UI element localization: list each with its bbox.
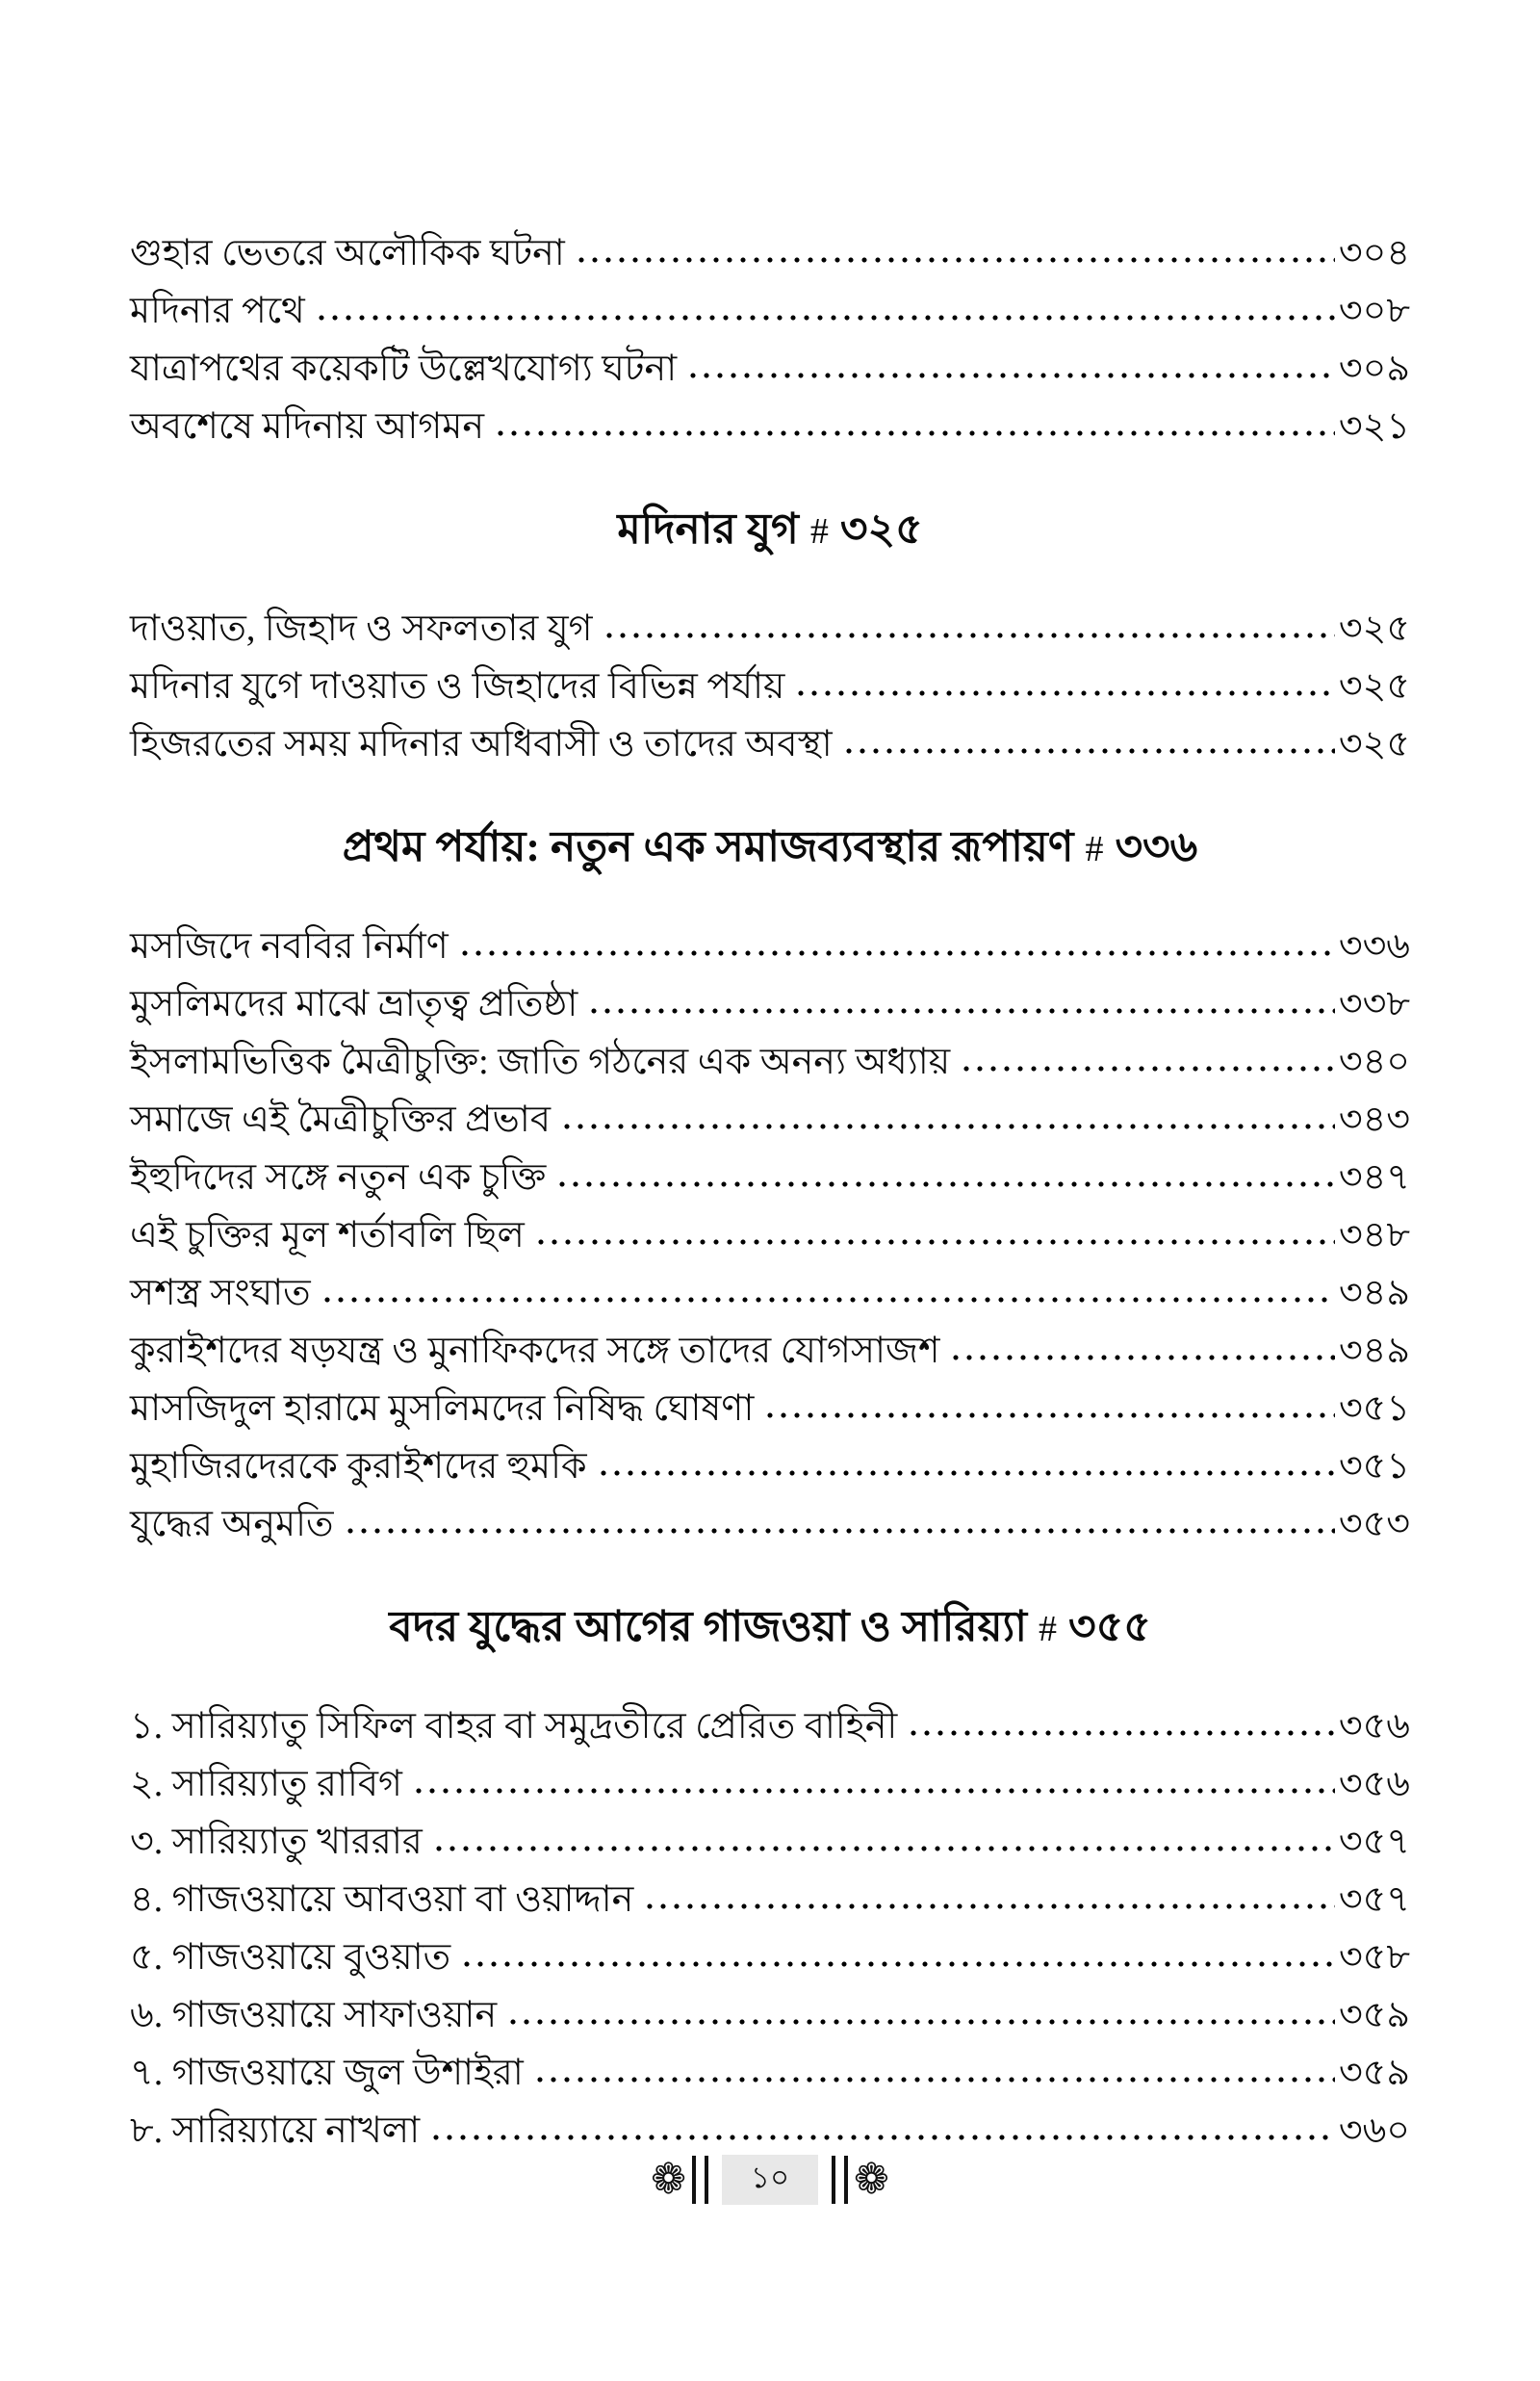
- footer-page-number: ১০: [722, 2155, 818, 2205]
- toc-entry-title: যাত্রাপথের কয়েকটি উল্লেখযোগ্য ঘটনা: [130, 349, 678, 389]
- section-heading: [130, 504, 1410, 557]
- toc-entry-title: ৭. গাজওয়ায়ে জুল উশাইরা: [130, 2053, 524, 2093]
- hash-separator: #: [1039, 1609, 1058, 1649]
- toc-entry-row: [130, 1206, 1410, 1264]
- toc-entry-page-number: ৩৪৩: [1338, 1100, 1410, 1140]
- toc-entry-page-number: ৩৫১: [1338, 1446, 1410, 1487]
- toc-entry-row: [130, 1495, 1410, 1553]
- dotted-leader: [494, 430, 1335, 438]
- dotted-leader: [575, 257, 1335, 265]
- section-heading-title: মদিনার যুগ: [617, 505, 799, 553]
- toc-entry-row: [130, 224, 1410, 282]
- toc-entry-row: [130, 282, 1410, 340]
- toc-entry-title: দাওয়াত, জিহাদ ও সফলতার যুগ: [130, 608, 593, 649]
- toc-entry-page-number: ৩২৫: [1338, 608, 1410, 649]
- toc-entry-page-number: ৩৩৬: [1338, 926, 1410, 967]
- toc-entry-page-number: ৩৫৮: [1338, 1937, 1410, 1978]
- toc-entry-row: [130, 1264, 1410, 1322]
- toc-entry-row: [130, 1033, 1410, 1091]
- section-heading-page-number: ৩৩৬: [1115, 823, 1198, 870]
- toc-entry-title: ইহুদিদের সঙ্গে নতুন এক চুক্তি: [130, 1157, 547, 1198]
- toc-entry-title: অবশেষে মদিনায় আগমন: [130, 406, 485, 447]
- dotted-leader: [603, 633, 1335, 640]
- dotted-leader: [763, 1412, 1335, 1420]
- toc-entry-page-number: ৩৫৯: [1338, 1995, 1410, 2035]
- flower-icon: ❁: [854, 2155, 889, 2204]
- toc-entry-row: [130, 1380, 1410, 1437]
- toc-entry-title: মুসলিমদের মাঝে ভ্রাতৃত্ব প্রতিষ্ঠা: [130, 984, 578, 1024]
- toc-entry-title: কুরাইশদের ষড়যন্ত্র ও মুনাফিকদের সঙ্গে তাদের যোগসাজশ: [130, 1331, 940, 1371]
- double-bar-icon: [832, 2156, 848, 2204]
- toc-entry-page-number: ৩৪৮: [1338, 1215, 1410, 1255]
- dotted-leader: [555, 1181, 1335, 1189]
- toc-entry-title: ১. সারিয়্যাতু সিফিল বাহর বা সমুদ্রতীরে প্রেরিত বাহিনী: [130, 1706, 898, 1747]
- toc-entry-page-number: ৩২১: [1338, 406, 1410, 447]
- dotted-leader: [960, 1066, 1335, 1074]
- toc-entry-page-number: ৩০৯: [1338, 349, 1410, 389]
- section-heading-page-number: ৩২৫: [839, 505, 923, 553]
- section-heading: [130, 821, 1410, 875]
- toc-entry-row: [130, 1697, 1410, 1755]
- toc-entry-page-number: ৩৪০: [1338, 1042, 1410, 1082]
- dotted-leader: [506, 2019, 1335, 2027]
- hash-separator: #: [1085, 829, 1104, 869]
- flower-icon: ❁: [651, 2155, 686, 2204]
- toc-entry-page-number: ৩৫৬: [1338, 1706, 1410, 1747]
- toc-entry-title: গুহার ভেতরে অলৌকিক ঘটনা: [130, 233, 565, 273]
- toc-entry-title: ৪. গাজওয়ায়ে আবওয়া বা ওয়াদ্দান: [130, 1879, 634, 1920]
- footer-ornament-left: [651, 2156, 714, 2204]
- hash-separator: #: [809, 511, 829, 552]
- toc-entry-row: [130, 600, 1410, 658]
- toc-entry-page-number: ৩৪৯: [1338, 1273, 1410, 1313]
- dotted-leader: [560, 1124, 1335, 1131]
- toc-entry-title: ৮. সারিয়্যায়ে নাখলা: [130, 2110, 421, 2151]
- toc-entry-page-number: ৩৫৭: [1338, 1879, 1410, 1920]
- toc-entry-row: [130, 975, 1410, 1033]
- page-footer: [0, 2155, 1540, 2205]
- section-heading: [130, 1601, 1410, 1655]
- toc-entry-row: [130, 2044, 1410, 2102]
- section-heading-title: বদর যুদ্ধের আগের গাজওয়া ও সারিয়্যা: [389, 1603, 1028, 1650]
- toc-entry-page-number: ৩০৪: [1338, 233, 1410, 273]
- toc-entry-row: [130, 1986, 1410, 2044]
- toc-entry-title: ইসলামভিত্তিক মৈত্রীচুক্তি: জাতি গঠনের এক অনন্য অধ্যায়: [130, 1042, 951, 1082]
- dotted-leader: [949, 1355, 1335, 1362]
- toc-entry-page-number: ৩৫৩: [1338, 1504, 1410, 1544]
- table-of-contents: [130, 224, 1410, 2160]
- toc-entry-page-number: ৩৬০: [1338, 2110, 1410, 2151]
- toc-entry-row: [130, 1091, 1410, 1149]
- toc-entry-page-number: ৩৩৮: [1338, 984, 1410, 1024]
- dotted-leader: [344, 1528, 1335, 1536]
- dotted-leader: [458, 950, 1335, 958]
- dotted-leader: [643, 1903, 1335, 1911]
- dotted-leader: [686, 373, 1335, 380]
- toc-entry-row: [130, 1322, 1410, 1380]
- toc-entry-row: [130, 1755, 1410, 1813]
- toc-entry-row: [130, 715, 1410, 773]
- toc-entry-title: হিজরতের সময় মদিনার অধিবাসী ও তাদের অবস্থা: [130, 724, 833, 764]
- toc-entry-row: [130, 2102, 1410, 2160]
- dotted-leader: [842, 748, 1335, 756]
- toc-entry-row: [130, 1437, 1410, 1495]
- toc-entry-row: [130, 1928, 1410, 1986]
- double-bar-icon: [692, 2156, 708, 2204]
- toc-entry-title: ৩. সারিয়্যাতু খাররার: [130, 1822, 423, 1862]
- toc-entry-title: এই চুক্তির মূল শর্তাবলি ছিল: [130, 1215, 525, 1255]
- toc-entry-page-number: ৩৫৯: [1338, 2053, 1410, 2093]
- toc-entry-page-number: ৩০৮: [1338, 291, 1410, 331]
- toc-entry-row: [130, 658, 1410, 715]
- dotted-leader: [907, 1730, 1335, 1738]
- toc-entry-title: মদিনার পথে: [130, 291, 305, 331]
- toc-entry-row: [130, 1813, 1410, 1871]
- section-heading-page-number: ৩৫৫: [1068, 1603, 1151, 1650]
- dotted-leader: [533, 2077, 1335, 2084]
- toc-entry-page-number: ৩৫৭: [1338, 1822, 1410, 1862]
- toc-entry-title: সমাজে এই মৈত্রীচুক্তির প্রভাব: [130, 1100, 551, 1140]
- toc-entry-title: সশস্ত্র সংঘাত: [130, 1273, 311, 1313]
- toc-entry-title: ৫. গাজওয়ায়ে বুওয়াত: [130, 1937, 451, 1978]
- toc-entry-page-number: ৩২৫: [1338, 666, 1410, 707]
- toc-entry-page-number: ৩৫৬: [1338, 1764, 1410, 1804]
- toc-entry-row: [130, 1871, 1410, 1928]
- toc-entry-title: মদিনার যুগে দাওয়াত ও জিহাদের বিভিন্ন পর্যায়: [130, 666, 785, 707]
- toc-entry-title: যুদ্ধের অনুমতি: [130, 1504, 334, 1544]
- toc-entry-title: মুহাজিরদেরকে কুরাইশদের হুমকি: [130, 1446, 587, 1487]
- toc-entry-title: মসজিদে নববির নির্মাণ: [130, 926, 449, 967]
- dotted-leader: [597, 1470, 1335, 1478]
- toc-entry-page-number: ৩২৫: [1338, 724, 1410, 764]
- toc-entry-title: ২. সারিয়্যাতু রাবিগ: [130, 1764, 402, 1804]
- footer-ornament-right: [826, 2156, 889, 2204]
- dotted-leader: [587, 1008, 1335, 1016]
- dotted-leader: [412, 1788, 1335, 1796]
- toc-entry-row: [130, 340, 1410, 398]
- toc-entry-row: [130, 398, 1410, 455]
- dotted-leader: [460, 1961, 1335, 1969]
- toc-entry-title: মাসজিদুল হারামে মুসলিমদের নিষিদ্ধ ঘোষণা: [130, 1388, 755, 1429]
- toc-entry-page-number: ৩৪৯: [1338, 1331, 1410, 1371]
- section-heading-title: প্রথম পর্যায়: নতুন এক সমাজব্যবস্থার রূপায়ণ: [342, 823, 1074, 870]
- dotted-leader: [794, 690, 1335, 698]
- toc-entry-row: [130, 1149, 1410, 1206]
- toc-entry-page-number: ৩৪৭: [1338, 1157, 1410, 1198]
- dotted-leader: [432, 1846, 1335, 1853]
- toc-entry-title: ৬. গাজওয়ায়ে সাফাওয়ান: [130, 1995, 498, 2035]
- dotted-leader: [429, 2135, 1335, 2142]
- dotted-leader: [321, 1297, 1335, 1305]
- toc-entry-row: [130, 918, 1410, 975]
- dotted-leader: [315, 315, 1335, 323]
- toc-entry-page-number: ৩৫১: [1338, 1388, 1410, 1429]
- dotted-leader: [534, 1239, 1335, 1247]
